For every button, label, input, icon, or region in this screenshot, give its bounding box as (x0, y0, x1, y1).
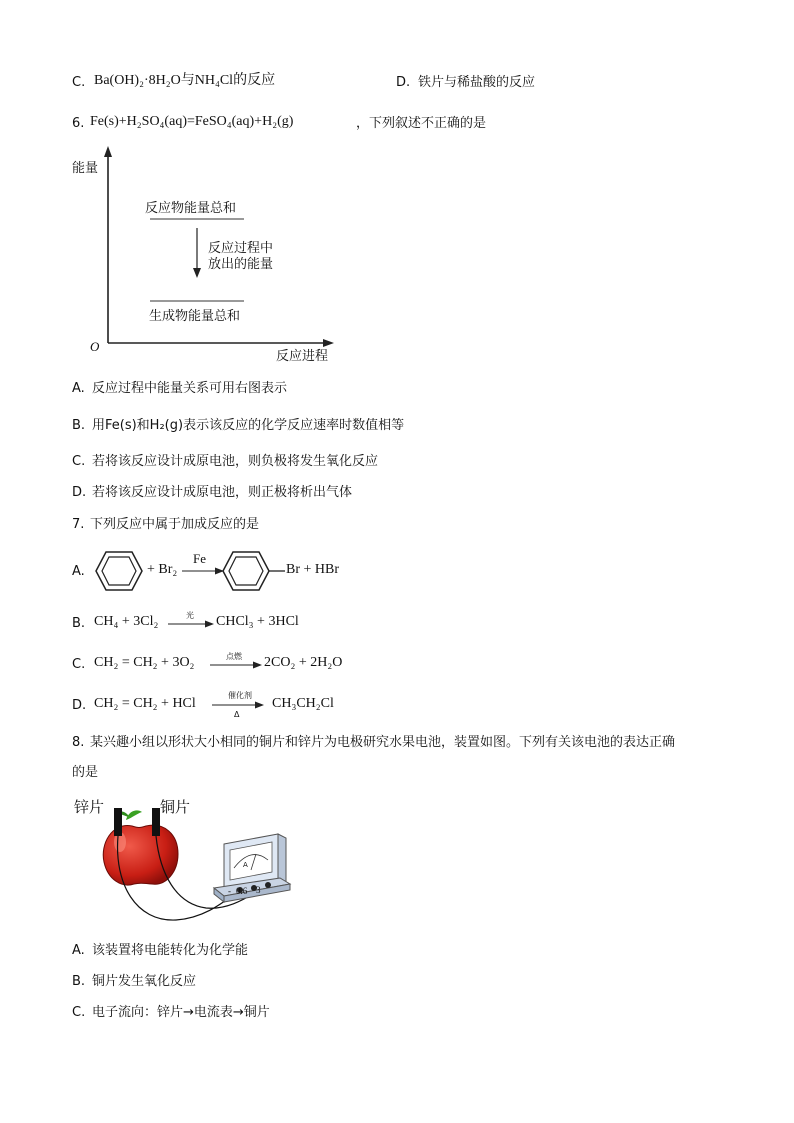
q7-stem: 下列反应中属于加成反应的是 (90, 517, 260, 532)
reaction-arrow-icon (210, 660, 262, 670)
released-energy-label-1: 反应过程中 (208, 241, 274, 256)
q8-option-c-label: C. (72, 1005, 86, 1020)
q6-equation: Fe(s)+H₂SO₄(aq)=FeSO₄(aq)+H₂(g) (90, 114, 294, 129)
q8-stem-line1: 某兴趣小组以形状大小相同的铜片和锌片为电极研究水果电池，装置如图。下列有关该电池的表达正确 (90, 735, 676, 750)
q7-option-c-label: C. (72, 657, 86, 672)
q6-option-b-label: B. (72, 418, 86, 433)
terminal-negative: - (228, 886, 231, 896)
q7-option-c-lhs: CH₂ = CH₂ + 3O₂ (94, 655, 195, 670)
q7-option-a-product: Br + HBr (286, 562, 340, 577)
product-energy-label: 生成物能量总和 (149, 309, 241, 324)
q6-option-d-text: 若将该反应设计成原电池，则正极将析出气体 (92, 485, 353, 500)
y-axis-label: 能量 (72, 161, 99, 176)
q8-option-b-label: B. (72, 974, 86, 989)
q8-option-c-text: 电子流向：锌片→电流表→铜片 (92, 1005, 270, 1020)
q6-stem: ，下列叙述不正确的是 (356, 116, 487, 131)
ammeter-icon (214, 834, 290, 902)
copper-plate-label: 铜片 (160, 798, 191, 816)
q6-option-d-label: D. (72, 485, 87, 500)
q6-option-b-text: 用Fe(s)和H₂(g)表示该反应的化学反应速率时数值相等 (92, 418, 405, 433)
q6-option-c-text: 若将该反应设计成原电池，则负极将发生氧化反应 (92, 454, 379, 469)
q8-number: 8. (72, 735, 85, 750)
q7-option-a-catalyst: Fe (193, 551, 206, 566)
q7-option-d-lhs: CH₂ = CH₂ + HCl (94, 696, 196, 711)
energy-diagram-axes (70, 140, 340, 360)
zinc-electrode (114, 808, 122, 836)
q6-option-c-label: C. (72, 454, 86, 469)
q7-option-b-lhs: CH₄ + 3Cl₂ (94, 614, 159, 629)
q7-option-d-rhs: CH₃CH₂Cl (272, 696, 334, 711)
reaction-arrow-icon (168, 619, 214, 629)
q6-option-a-text: 反应过程中能量关系可用右图表示 (92, 381, 288, 396)
q5-option-d-text: 铁片与稀盐酸的反应 (418, 75, 536, 90)
terminal-0-6: 0.6 (236, 886, 248, 896)
zinc-plate-label: 锌片 (74, 798, 105, 816)
copper-electrode (152, 808, 160, 836)
q5-option-c-label: C. (72, 75, 86, 90)
q7-option-c-condition: 点燃 (226, 652, 242, 661)
q7-option-c-rhs: 2CO₂ + 2H₂O (264, 655, 343, 670)
q8-option-a-label: A. (72, 943, 85, 958)
q7-option-d-condition-top: 催化剂 (228, 691, 252, 700)
origin-label: O (90, 339, 100, 354)
terminal-3: 3 (256, 885, 261, 895)
q8-stem-line2: 的是 (72, 765, 99, 780)
reactant-energy-label: 反应物能量总和 (145, 201, 237, 216)
q5-option-c-formula: Ba(OH)₂·8H₂O与NH₄Cl的反应 (94, 73, 276, 88)
q7-option-b-condition: 光 (186, 611, 194, 620)
bromobenzene-icon (221, 549, 287, 593)
q7-number: 7. (72, 517, 85, 532)
q7-option-b-label: B. (72, 616, 86, 631)
q7-option-d-label: D. (72, 698, 87, 713)
reaction-arrow-icon (182, 566, 224, 576)
q7-option-b-rhs: CHCl₃ + 3HCl (216, 614, 299, 629)
reaction-arrow-icon (212, 700, 264, 710)
q5-option-d-label: D. (396, 75, 411, 90)
q7-option-d-condition-bottom: Δ (234, 710, 240, 719)
q7-option-a-reagent: + Br₂ (147, 562, 178, 577)
q6-option-a-label: A. (72, 381, 85, 396)
fruit-battery-illustration (96, 804, 296, 926)
q8-option-a-text: 该装置将电能转化为化学能 (92, 943, 249, 958)
q6-number: 6. (72, 116, 85, 131)
q7-option-a-label: A. (72, 564, 85, 579)
x-axis-label: 反应进程 (276, 349, 329, 364)
q8-option-b-text: 铜片发生氧化反应 (92, 974, 197, 989)
ammeter-symbol: A (243, 861, 248, 869)
released-energy-label-2: 放出的能量 (208, 257, 274, 272)
benzene-ring-icon (94, 549, 144, 593)
